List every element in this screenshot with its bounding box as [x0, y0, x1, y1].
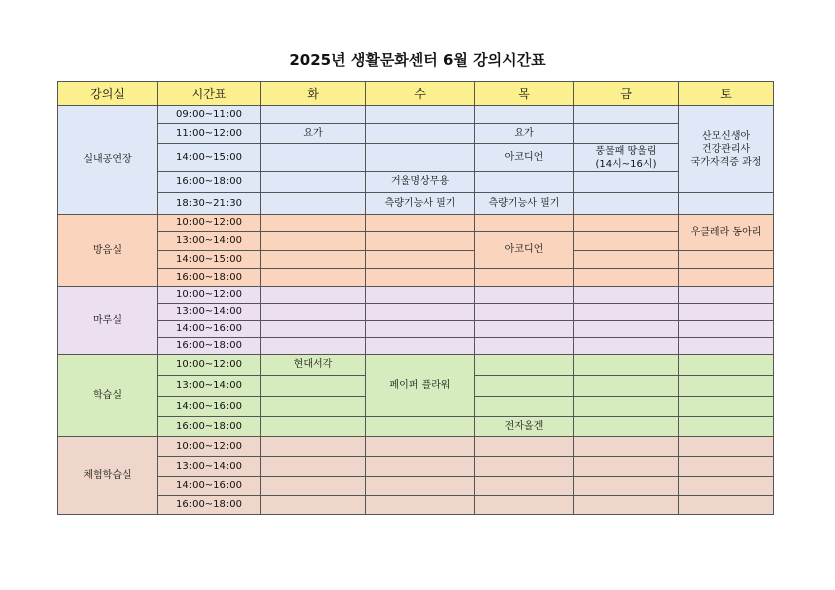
class-label: 측량기능사 필기 — [475, 193, 574, 215]
time-slot: 13:00~14:00 — [158, 232, 261, 251]
table-row — [58, 269, 774, 287]
table-row — [58, 417, 774, 437]
room-group-study — [58, 355, 774, 437]
table-row — [58, 304, 774, 321]
time-slot: 16:00~18:00 — [158, 172, 261, 193]
header-room: 강의실 — [58, 82, 158, 106]
table-row — [58, 232, 774, 251]
header-row — [58, 82, 774, 106]
table-row — [58, 215, 774, 232]
class-label: 요가 — [261, 124, 366, 144]
sat-class-cell — [679, 106, 774, 193]
class-label: 우클레라 동아리 — [679, 215, 774, 251]
table-row — [58, 193, 774, 215]
header-time: 시간표 — [158, 82, 261, 106]
time-slot: 14:00~15:00 — [158, 144, 261, 172]
class-label: 요가 — [475, 124, 574, 144]
table-row — [58, 124, 774, 144]
time-slot: 10:00~12:00 — [158, 437, 261, 457]
time-slot: 14:00~16:00 — [158, 397, 261, 417]
time-slot: 16:00~18:00 — [158, 338, 261, 355]
class-time: (14시~16시) — [595, 158, 657, 170]
time-slot: 10:00~12:00 — [158, 215, 261, 232]
time-slot: 13:00~14:00 — [158, 457, 261, 477]
header-day-wed: 수 — [366, 82, 475, 106]
time-slot: 10:00~12:00 — [158, 355, 261, 376]
table-row — [58, 287, 774, 304]
time-slot: 11:00~12:00 — [158, 124, 261, 144]
class-label: 풍물패 땅울림 — [595, 145, 657, 157]
table-row — [58, 321, 774, 338]
time-slot: 18:30~21:30 — [158, 193, 261, 215]
time-slot: 14:00~16:00 — [158, 321, 261, 338]
page-title: 2025년 생활문화센터 6월 강의시간표 — [289, 51, 546, 69]
room-name: 체험학습실 — [58, 437, 158, 515]
class-label: 현대서각 — [261, 355, 366, 376]
room-group-experience — [58, 437, 774, 515]
time-slot: 16:00~18:00 — [158, 417, 261, 437]
schedule-table — [57, 81, 774, 515]
room-group-soundproof — [58, 215, 774, 287]
time-slot: 09:00~11:00 — [158, 106, 261, 124]
class-label: 페이퍼 플라워 — [366, 355, 475, 417]
header-day-thu: 목 — [475, 82, 574, 106]
table-row — [58, 172, 774, 193]
table-row — [58, 338, 774, 355]
fri-class-cell — [574, 144, 679, 172]
time-slot: 14:00~15:00 — [158, 251, 261, 269]
class-label: 건강관리사 — [701, 143, 751, 155]
room-name: 학습실 — [58, 355, 158, 437]
table-row — [58, 457, 774, 477]
table-row — [58, 355, 774, 376]
room-name: 마루실 — [58, 287, 158, 355]
class-label: 전자올겐 — [475, 417, 574, 437]
header-day-sat: 토 — [679, 82, 774, 106]
table-row — [58, 106, 774, 124]
time-slot: 16:00~18:00 — [158, 496, 261, 515]
class-label: 측량기능사 필기 — [366, 193, 475, 215]
header-day-fri: 금 — [574, 82, 679, 106]
table-row — [58, 496, 774, 515]
class-label: 국가자격증 과정 — [690, 156, 762, 168]
room-group-maru — [58, 287, 774, 355]
room-name: 실내공연장 — [58, 106, 158, 215]
class-label: 아코디언 — [475, 232, 574, 269]
header-day-tue: 화 — [261, 82, 366, 106]
table-row — [58, 251, 774, 269]
time-slot: 16:00~18:00 — [158, 269, 261, 287]
time-slot: 10:00~12:00 — [158, 287, 261, 304]
class-label: 산모신생아 — [701, 130, 751, 142]
table-row — [58, 144, 774, 172]
table-row — [58, 477, 774, 496]
room-group-performance-hall — [58, 106, 774, 215]
time-slot: 14:00~16:00 — [158, 477, 261, 496]
time-slot: 13:00~14:00 — [158, 304, 261, 321]
class-label: 거울명상무용 — [366, 172, 475, 193]
time-slot: 13:00~14:00 — [158, 376, 261, 397]
table-row — [58, 437, 774, 457]
room-name: 방음실 — [58, 215, 158, 287]
class-label: 아코디언 — [475, 144, 574, 172]
